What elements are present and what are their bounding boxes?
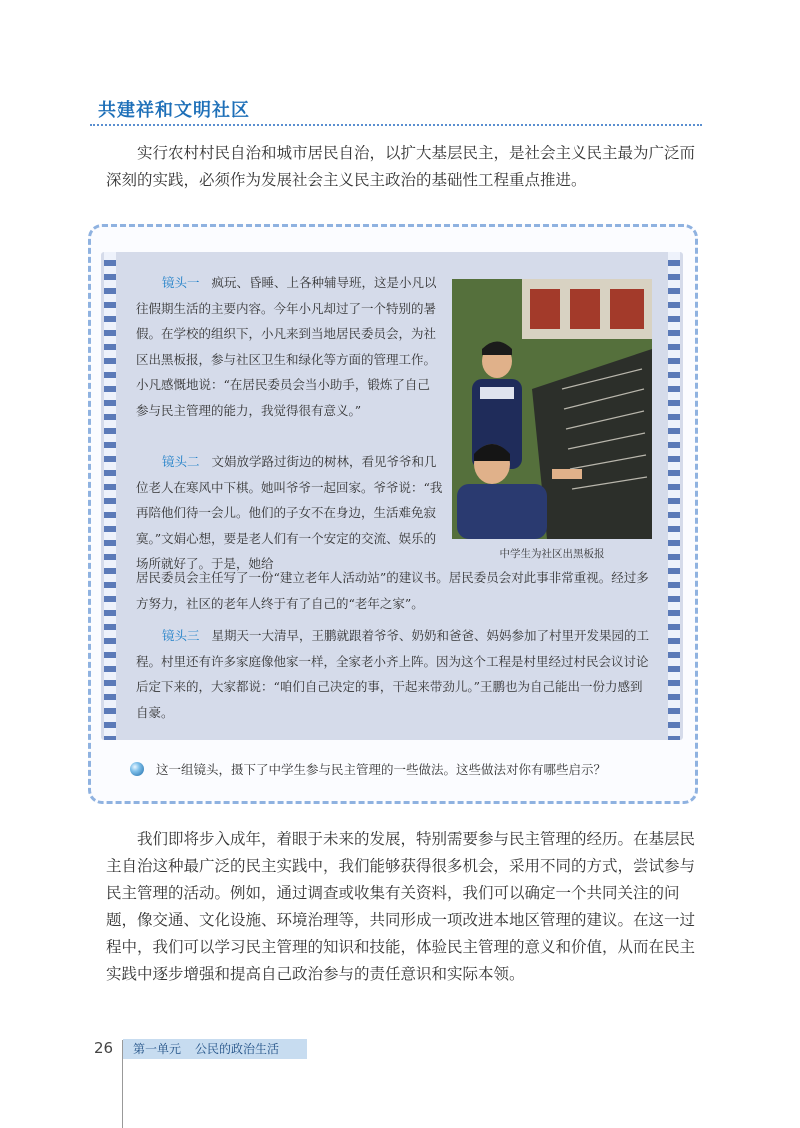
- unit-title: 公民的政治生活: [195, 1042, 280, 1056]
- scene-three-tag: 镜头三: [162, 628, 200, 643]
- scene-one: [136, 270, 441, 423]
- unit-label-bar: [123, 1039, 307, 1059]
- intro-paragraph: 实行农村村民自治和城市居民自治，以扩大基层民主，是社会主义民主最为广泛而深刻的实践，必须作为发展社会主义民主政治的基础性工程重点推进。: [106, 144, 696, 189]
- globe-bullet-icon: [130, 762, 144, 776]
- film-strip-right: [668, 252, 680, 740]
- page-number: 26: [94, 1039, 114, 1057]
- scene-three-text: 星期天一大清早，王鹏就跟着爷爷、奶奶和爸爸、妈妈参加了村里开发果园的工程。村里还有许多家庭像他家一样，全家老小齐上阵。因为这个工程是村里经过村民会议讨论后定下来的，大家都说：“咱们自己决定的事，干起来带劲儿。”王鹏也为自己能出一份力感到自豪。: [136, 628, 650, 720]
- scene-two-tag: 镜头二: [162, 454, 200, 469]
- title-divider: [90, 124, 702, 126]
- section-title: 共建祥和文明社区: [98, 100, 250, 121]
- scene-two-text-a: 文娟放学路过街边的树林，看见爷爷和几位老人在寒风中下棋。她叫爷爷一起回家。爷爷说：“我再陪他们待一会儿。他们的子女不在身边，生活难免寂寞。”文娟心想，要是老人们有一个安定的交流、娱乐的场所就好了。于是，她给: [136, 454, 443, 571]
- blackboard-photo: [452, 279, 652, 539]
- scene-one-text: 疯玩、昏睡、上各种辅导班，这是小凡以往假期生活的主要内容。今年小凡却过了一个特别的暑假。在学校的组织下，小凡来到当地居民委员会，为社区出黑板报，参与社区卫生和绿化等方面的管理工作。小凡感慨地说：“在居民委员会当小助手，锻炼了自己参与民主管理的能力，我觉得很有意义。”: [136, 275, 437, 418]
- discussion-question-text: 这一组镜头，摄下了中学生参与民主管理的一些做法。这些做法对你有哪些启示？: [156, 762, 607, 777]
- film-strip-left: [104, 252, 116, 740]
- unit-label: 第一单元: [133, 1042, 182, 1056]
- scene-three: [136, 623, 652, 725]
- photo-caption: 中学生为社区出黑板报: [499, 548, 605, 560]
- blackboard-photo-illustration: [452, 279, 652, 539]
- scene-two-text-b: 居民委员会主任写了一份“建立老年人活动站”的建议书。居民委员会对此事非常重视。经过多方努力，社区的老年人终于有了自己的“老年之家”。: [136, 570, 649, 611]
- body-paragraph: 我们即将步入成年，着眼于未来的发展，特别需要参与民主管理的经历。在基层民主自治这种最广泛的民主实践中，我们能够获得很多机会，采用不同的方式，尝试参与民主管理的活动。例如，通过调查或收集有关资料，我们可以确定一个共同关注的问题，像交通、文化设施、环境治理等，共同形成一项改进本地区管理的建议。在这一过程中，我们可以学习民主管理的知识和技能，体验民主管理的意义和价值，从而在民主实践中逐步增强和提高自己政治参与的责任意识和实际本领。: [106, 830, 696, 983]
- discussion-question: [130, 760, 606, 778]
- scene-one-tag: 镜头一: [162, 275, 200, 290]
- scene-two: [136, 449, 444, 577]
